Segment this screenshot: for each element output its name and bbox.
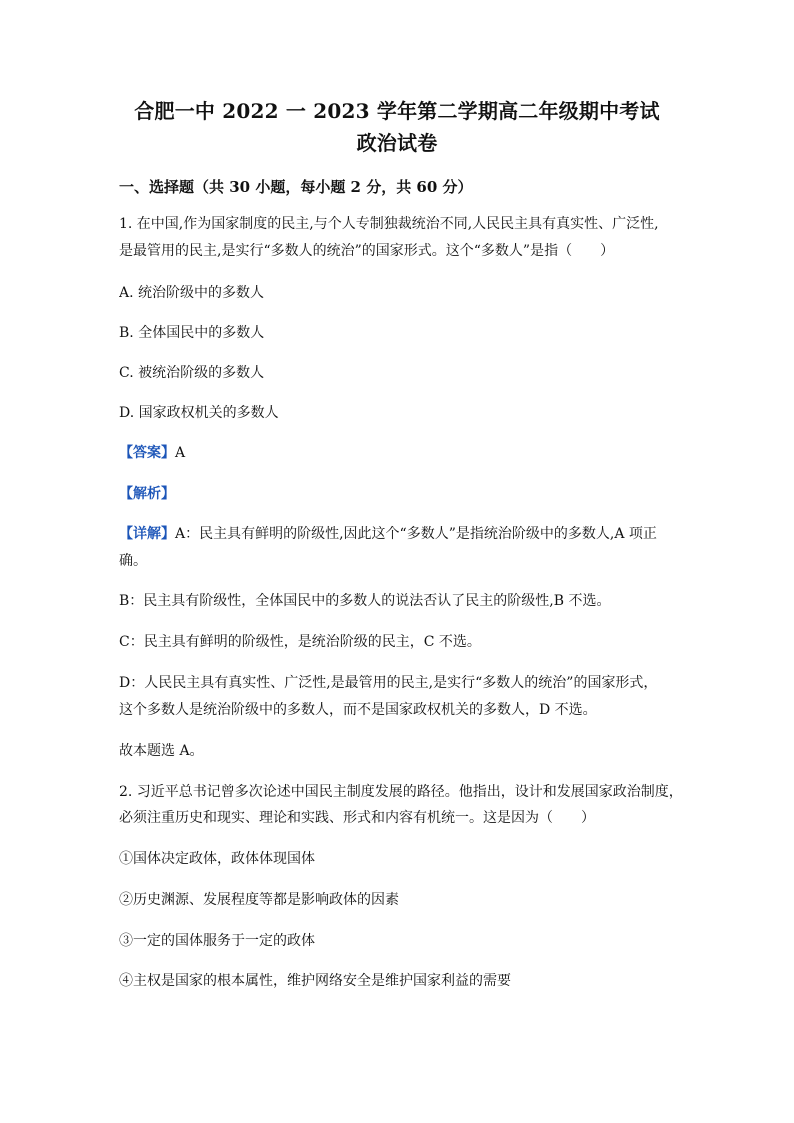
- exam-title: 合肥一中 2022 一 2023 学年第二学期高二年级期中考试: [134, 99, 660, 123]
- q1-option-b: B. 全体国民中的多数人: [119, 325, 265, 341]
- q1-explain-d-line1: D：人民民主具有真实性、广泛性,是最管用的民主,是实行“多数人的统治”的国家形式，: [119, 675, 658, 691]
- q1-explain-d-line2: 这个多数人是统治阶级中的多数人，而不是国家政权机关的多数人，D 不选。: [119, 702, 597, 718]
- analysis-tag: 【解析】: [119, 486, 175, 502]
- q1-detail-line2: 确。: [119, 553, 147, 569]
- q1-answer: [119, 443, 689, 463]
- q1-conclusion: 故本题选 A。: [119, 743, 204, 759]
- q1-option-a: A. 统治阶级中的多数人: [119, 285, 265, 301]
- q2-item-4: ④主权是国家的根本属性，维护网络安全是维护国家利益的需要: [119, 973, 511, 989]
- section-heading: 一、选择题（共 30 小题，每小题 2 分，共 60 分）: [119, 178, 473, 196]
- q2-stem-line1: 2. 习近平总书记曾多次论述中国民主制度发展的路径。他指出，设计和发展国家政治制度，: [119, 784, 683, 800]
- answer-value: A: [175, 445, 186, 461]
- detail-tag: 【详解】: [119, 526, 175, 542]
- q2-item-3: ③一定的国体服务于一定的政体: [119, 933, 315, 949]
- detail-text: A：民主具有鲜明的阶级性,因此这个“多数人”是指统治阶级中的多数人,A 项正: [175, 526, 657, 542]
- q1-option-d: D. 国家政权机关的多数人: [119, 405, 279, 421]
- q2-item-2: ②历史渊源、发展程度等都是影响政体的因素: [119, 892, 399, 908]
- answer-tag: 【答案】: [119, 445, 175, 461]
- q2-stem-line2: 必须注重历史和现实、理论和实践、形式和内容有机统一。这是因为（ ）: [119, 810, 595, 826]
- q1-analysis: [119, 484, 689, 504]
- q1-detail-line1: [119, 524, 689, 544]
- q2-item-1: ①国体决定政体，政体体现国体: [119, 851, 315, 867]
- q1-explain-b: B：民主具有阶级性，全体国民中的多数人的说法否认了民主的阶级性,B 不选。: [119, 593, 611, 609]
- q1-explain-c: C：民主具有鲜明的阶级性，是统治阶级的民主，C 不选。: [119, 634, 481, 650]
- exam-subject-title: 政治试卷: [356, 131, 438, 155]
- q1-stem-line1: 1. 在中国,作为国家制度的民主,与个人专制独裁统治不同,人民民主具有真实性、广泛性,: [119, 216, 659, 232]
- q1-stem-line2: 是最管用的民主,是实行“多数人的统治”的国家形式。这个“多数人”是指（ ）: [119, 243, 615, 259]
- q1-option-c: C. 被统治阶级的多数人: [119, 365, 265, 381]
